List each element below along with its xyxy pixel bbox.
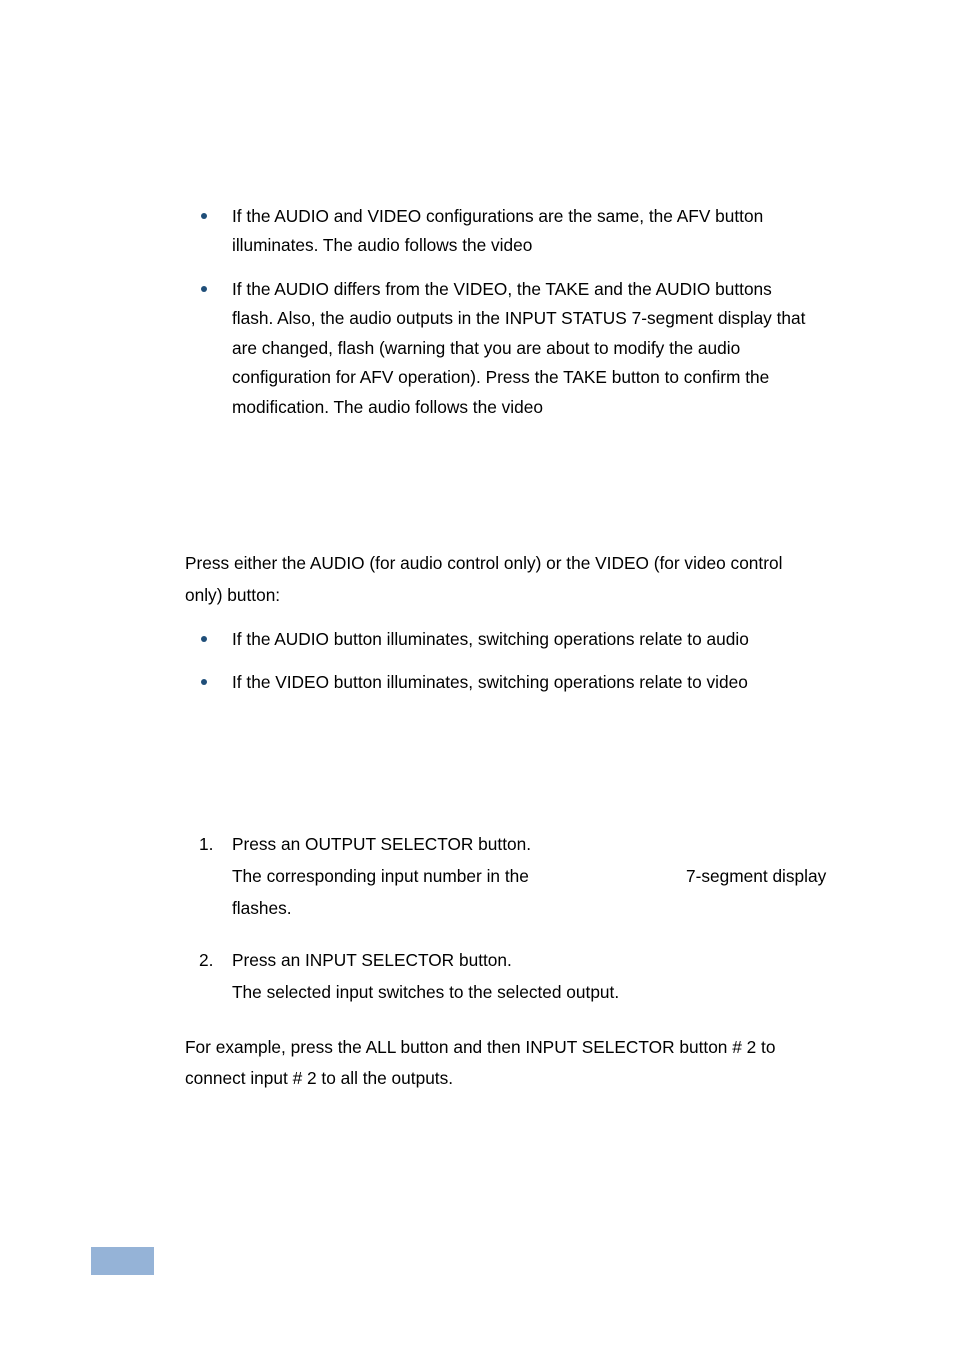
body-text: If the AUDIO button illuminates, switching operations relate to audio [232,629,749,649]
body-text: If the AUDIO differs from the VIDEO, the TAKE and the AUDIO buttons [232,279,772,299]
bullet-icon [201,286,207,292]
page-footer-tab [91,1247,154,1275]
step-title: Press an OUTPUT SELECTOR button. [232,834,532,854]
body-text: If the AUDIO and VIDEO configurations are the same, the AFV button [232,206,764,226]
body-text: configuration for AFV operation). Press the TAKE button to confirm the [232,367,770,387]
bullet-icon [201,213,207,219]
step-detail: flashes. [232,898,292,918]
step-detail: The corresponding input number in the [232,866,529,886]
bullet-icon [201,679,207,685]
body-text: connect input # 2 to all the outputs. [185,1068,454,1088]
step-number: 2. [199,950,214,970]
bullet-icon [201,636,207,642]
body-text: Press either the AUDIO (for audio control only) or the VIDEO (for video control [185,553,783,573]
body-text: modification. The audio follows the video [232,397,543,417]
body-text: are changed, flash (warning that you are about to modify the audio [232,338,741,358]
step-detail: The selected input switches to the selected output. [232,982,620,1002]
body-text: If the VIDEO button illuminates, switching operations relate to video [232,672,748,692]
body-text: illuminates. The audio follows the video [232,235,533,255]
body-text: flash. Also, the audio outputs in the INPUT STATUS 7-segment display that [232,308,806,328]
step-number: 1. [199,834,214,854]
body-text: For example, press the ALL button and then INPUT SELECTOR button # 2 to [185,1037,776,1057]
step-detail: 7-segment display [686,866,827,886]
step-title: Press an INPUT SELECTOR button. [232,950,512,970]
body-text: only) button: [185,585,281,605]
